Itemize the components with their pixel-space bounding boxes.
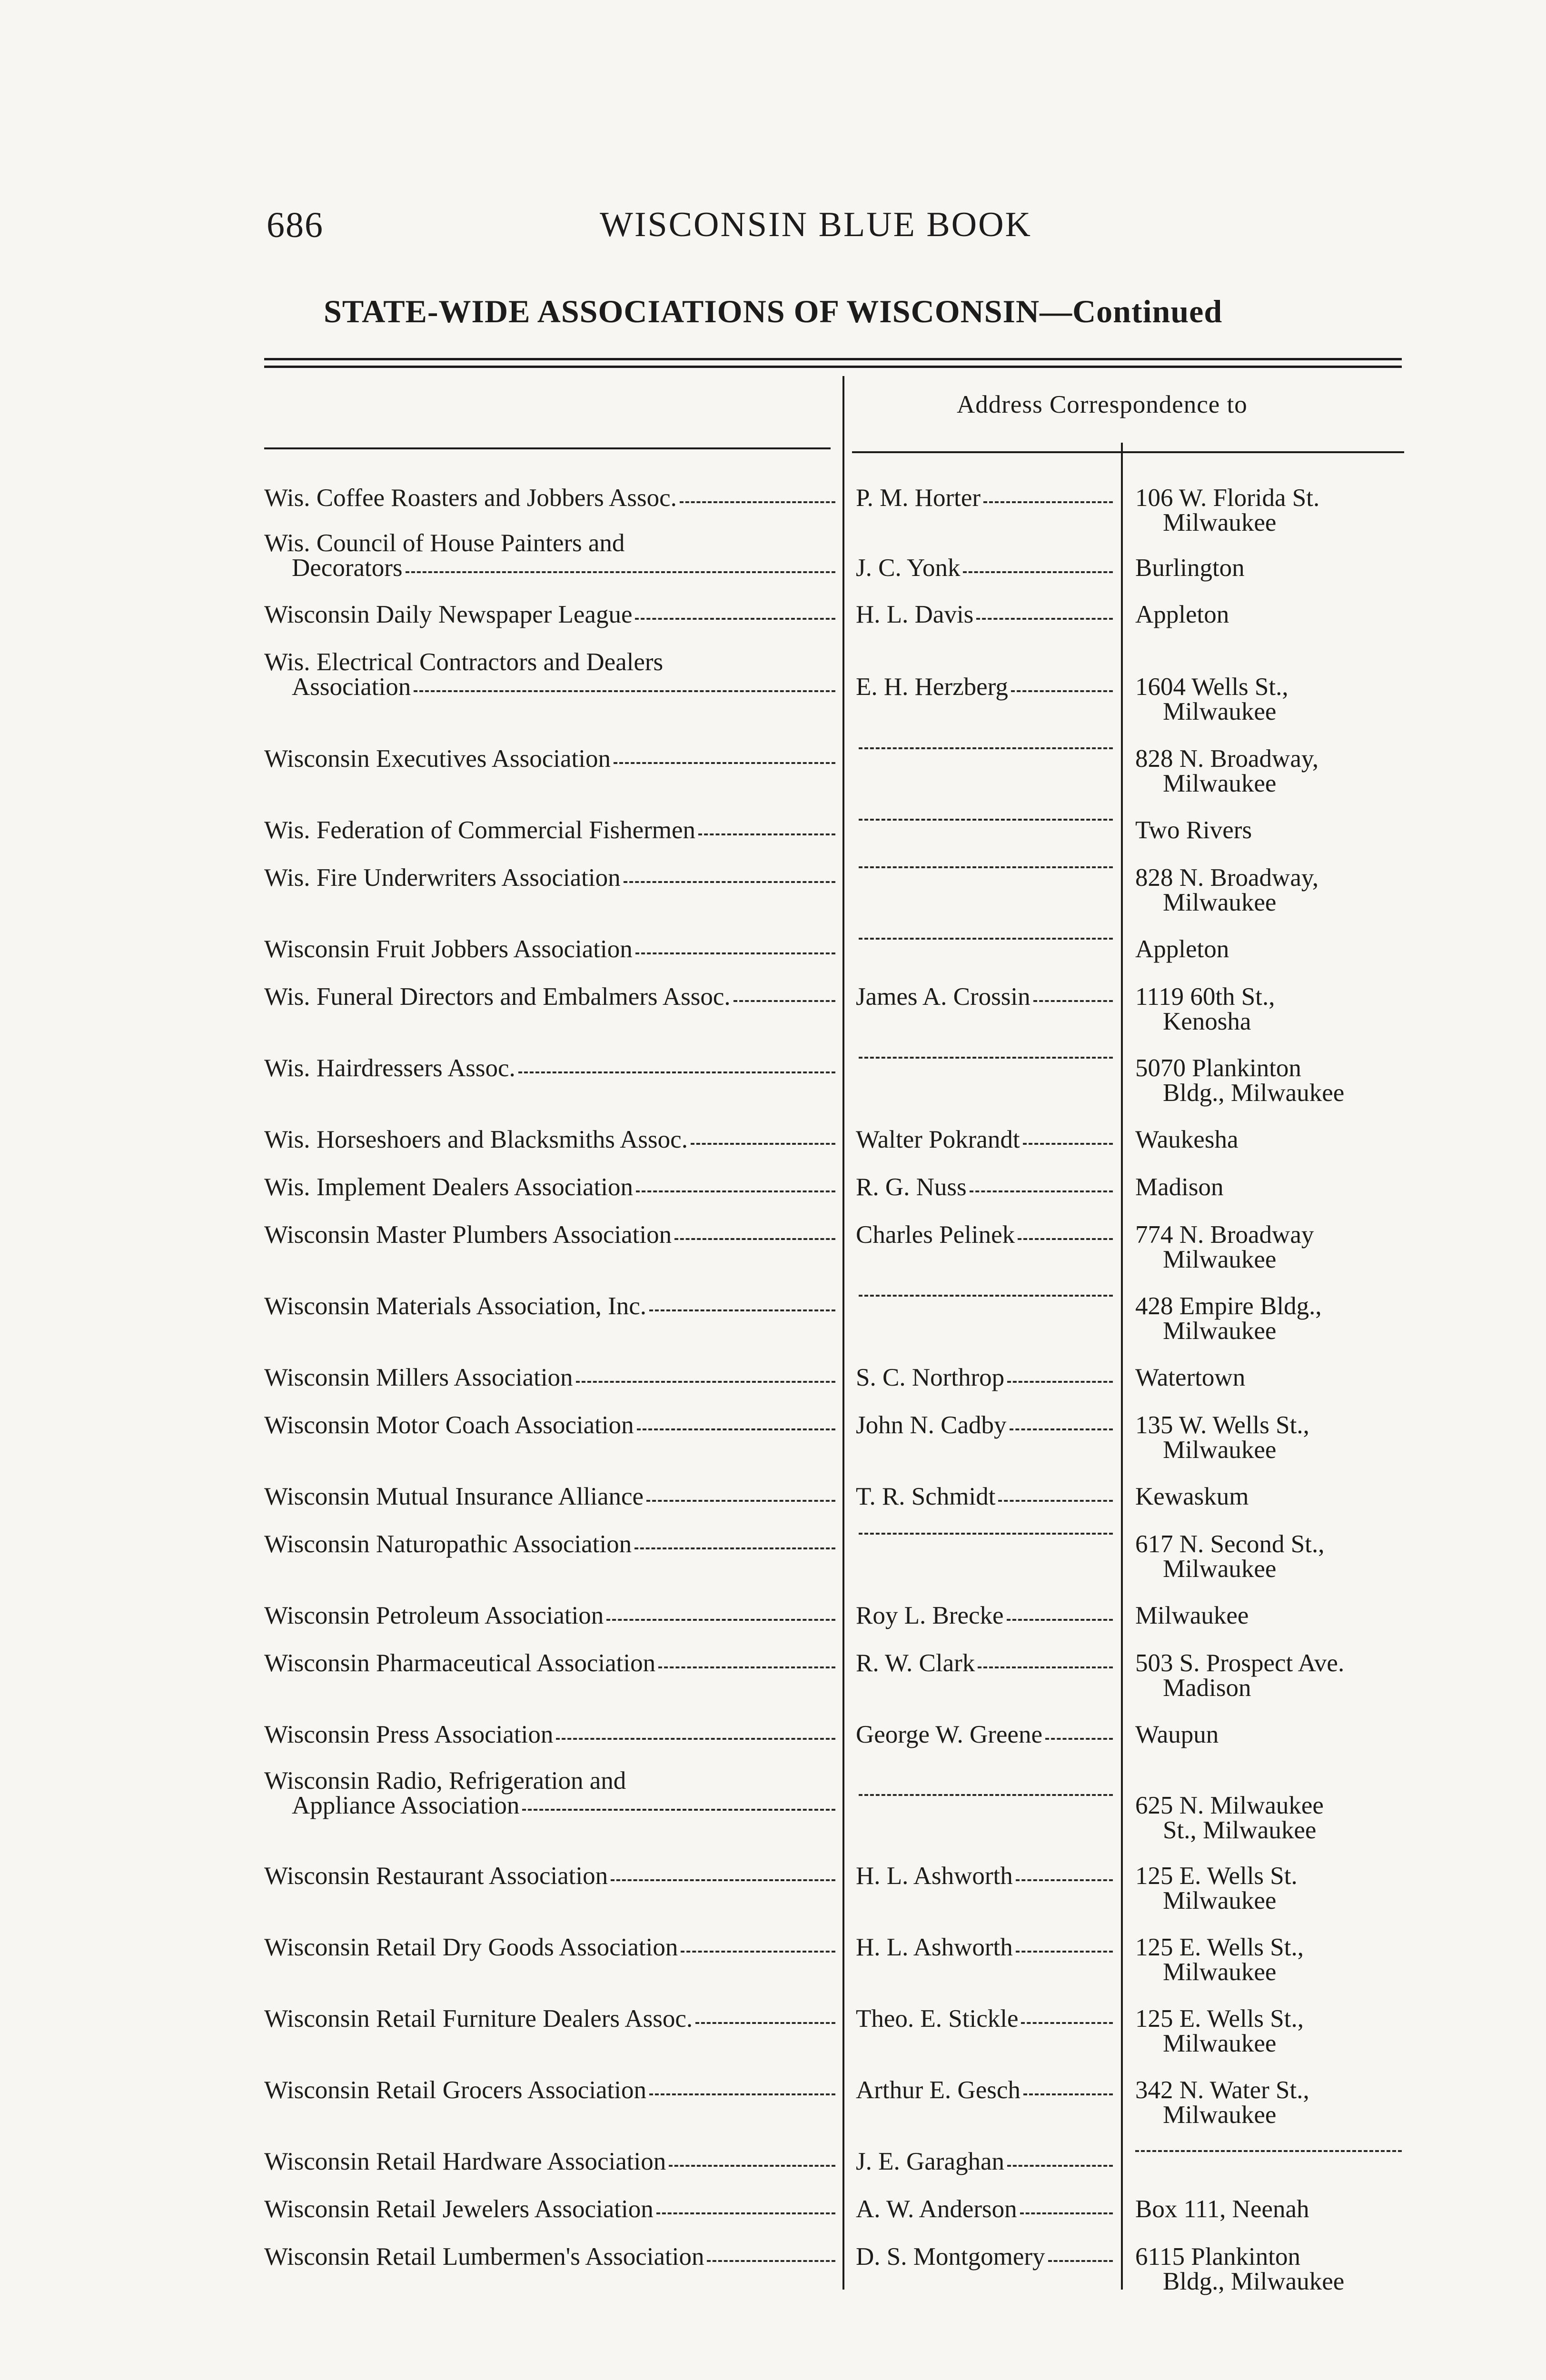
address xyxy=(1135,1413,1402,1462)
contact-person xyxy=(856,1864,1113,1888)
association-name xyxy=(264,2197,835,2221)
leader-dots xyxy=(998,1496,1113,1502)
address-line: Appleton xyxy=(1135,935,1229,963)
address-line: 106 W. Florida St. xyxy=(1135,484,1320,512)
leader-dots xyxy=(680,497,835,503)
contact-person xyxy=(856,818,1113,823)
contact-person xyxy=(856,746,1113,752)
address xyxy=(1135,818,1402,843)
leader-dots xyxy=(669,2161,835,2167)
address xyxy=(1135,486,1402,535)
association-name xyxy=(264,2006,835,2031)
association-text: Wis. Hairdressers Assoc. xyxy=(264,1054,515,1082)
leader-dots xyxy=(658,1663,835,1668)
association-text: Wis. Council of House Painters and xyxy=(264,529,625,557)
address-line: Milwaukee xyxy=(1163,1436,1277,1464)
association-text: Wisconsin Motor Coach Association xyxy=(264,1411,634,1439)
association-name xyxy=(264,1413,835,1438)
column-header: Address Correspondence to xyxy=(957,391,1248,418)
leader-dots xyxy=(983,497,1113,503)
address xyxy=(1135,2078,1402,2127)
address-line: 828 N. Broadway, xyxy=(1135,745,1319,773)
address-line: Burlington xyxy=(1135,554,1245,582)
address-line: Waukesha xyxy=(1135,1126,1239,1153)
address-line: Appleton xyxy=(1135,601,1229,628)
leader-dots xyxy=(634,1544,835,1549)
leader-dots xyxy=(978,1663,1113,1668)
address-line: St., Milwaukee xyxy=(1163,1816,1317,1844)
association-text: Wisconsin Naturopathic Association xyxy=(264,1530,632,1558)
association-text: Wis. Fire Underwriters Association xyxy=(264,864,621,892)
leader-dots xyxy=(859,1053,1113,1059)
address-line: 1119 60th St., xyxy=(1135,983,1275,1011)
association-name xyxy=(264,602,835,627)
contact-person xyxy=(856,2006,1113,2031)
contact-person xyxy=(856,1365,1113,1390)
leader-dots xyxy=(1023,1139,1113,1145)
association-name xyxy=(264,531,835,580)
contact-text: Walter Pokrandt xyxy=(856,1126,1020,1153)
leader-dots xyxy=(636,1187,835,1192)
address-line: Madison xyxy=(1135,1173,1224,1201)
association-name xyxy=(264,1222,835,1247)
leader-dots xyxy=(624,877,835,883)
association-name xyxy=(264,984,835,1009)
leader-dots xyxy=(556,1734,835,1740)
contact-person xyxy=(856,486,1113,510)
address-line: Milwaukee xyxy=(1163,889,1277,916)
association-name xyxy=(264,1484,835,1509)
leader-dots xyxy=(646,1496,835,1502)
address xyxy=(1135,746,1402,796)
association-name xyxy=(264,1127,835,1152)
contact-person xyxy=(856,1294,1113,1299)
address-line: 774 N. Broadway xyxy=(1135,1221,1314,1249)
contact-text: H. L. Davis xyxy=(856,601,974,628)
association-text: Wisconsin Restaurant Association xyxy=(264,1862,608,1890)
contact-text: George W. Greene xyxy=(856,1721,1042,1748)
address xyxy=(1135,1603,1402,1628)
address-line: 125 E. Wells St., xyxy=(1135,2005,1304,2033)
contact-text: Roy L. Brecke xyxy=(856,1602,1004,1629)
association-name xyxy=(264,1294,835,1319)
address-line: Milwaukee xyxy=(1163,1555,1277,1583)
leader-dots xyxy=(649,1306,835,1311)
association-name xyxy=(264,1768,835,1818)
leader-dots xyxy=(1011,686,1113,692)
leader-dots xyxy=(976,614,1113,620)
association-name xyxy=(264,1532,835,1557)
leader-dots xyxy=(1007,2161,1113,2167)
association-name xyxy=(264,1603,835,1628)
address xyxy=(1135,1175,1402,1200)
contact-text: P. M. Horter xyxy=(856,484,981,512)
address-line: Waupun xyxy=(1135,1721,1219,1748)
contact-person xyxy=(856,1722,1113,1747)
address-line: Milwaukee xyxy=(1163,1317,1277,1345)
address-line: Milwaukee xyxy=(1163,2030,1277,2057)
address-line: Box 111, Neenah xyxy=(1135,2195,1309,2223)
contact-person xyxy=(856,2149,1113,2174)
leader-dots xyxy=(733,996,835,1002)
contact-header-rule xyxy=(852,451,1404,453)
leader-dots xyxy=(1048,2256,1113,2262)
assoc-header-rule xyxy=(264,447,831,449)
association-name xyxy=(264,865,835,890)
address xyxy=(1135,2197,1402,2221)
association-text: Wis. Implement Dealers Association xyxy=(264,1173,634,1201)
address-line: Watertown xyxy=(1135,1364,1246,1391)
contact-text: John N. Cadby xyxy=(856,1411,1007,1439)
address xyxy=(1135,2244,1402,2294)
leader-dots xyxy=(1016,1875,1113,1881)
leader-dots xyxy=(859,815,1113,821)
association-name xyxy=(264,1651,835,1676)
association-text: Wisconsin Retail Grocers Association xyxy=(264,2076,647,2104)
leader-dots xyxy=(681,1947,835,1953)
association-text: Wis. Electrical Contractors and Dealers xyxy=(264,648,664,676)
leader-dots xyxy=(606,1615,835,1621)
contact-text: R. G. Nuss xyxy=(856,1173,967,1201)
leader-dots xyxy=(707,2256,835,2262)
contact-text: James A. Crossin xyxy=(856,983,1031,1011)
address xyxy=(1135,937,1402,962)
association-text: Wisconsin Radio, Refrigeration and xyxy=(264,1767,626,1795)
contact-person xyxy=(856,1935,1113,1960)
association-name xyxy=(264,650,835,699)
leader-dots xyxy=(970,1187,1113,1192)
address-line: 503 S. Prospect Ave. xyxy=(1135,1649,1345,1677)
leader-dots xyxy=(518,1068,835,1073)
contact-person xyxy=(856,1532,1113,1537)
leader-dots xyxy=(1135,2146,1402,2152)
contact-text: T. R. Schmidt xyxy=(856,1483,996,1510)
contact-person xyxy=(856,865,1113,871)
leader-dots xyxy=(1007,1615,1113,1621)
contact-text: S. C. Northrop xyxy=(856,1364,1005,1391)
leader-dots xyxy=(1016,1947,1113,1953)
address-line: 625 N. Milwaukee xyxy=(1135,1792,1324,1819)
contact-person xyxy=(856,1127,1113,1152)
contact-text: D. S. Montgomery xyxy=(856,2243,1045,2271)
leader-dots xyxy=(406,567,836,573)
leader-dots xyxy=(656,2209,835,2214)
association-text: Wisconsin Millers Association xyxy=(264,1364,573,1391)
leader-dots xyxy=(1021,2018,1113,2024)
association-name xyxy=(264,1935,835,1960)
leader-dots xyxy=(1007,1377,1113,1383)
address-line: 125 E. Wells St., xyxy=(1135,1934,1304,1961)
contact-person xyxy=(856,2078,1113,2102)
address xyxy=(1135,984,1402,1034)
address xyxy=(1135,1532,1402,1581)
address-line: 135 W. Wells St., xyxy=(1135,1411,1309,1439)
association-name xyxy=(264,1722,835,1747)
contact-person xyxy=(856,1793,1113,1799)
contact-text: A. W. Anderson xyxy=(856,2195,1017,2223)
contact-text: R. W. Clark xyxy=(856,1649,975,1677)
column-divider-2 xyxy=(1121,443,1123,2290)
contact-person xyxy=(856,937,1113,942)
association-text: Wisconsin Master Plumbers Association xyxy=(264,1221,672,1249)
leader-dots xyxy=(691,1139,835,1145)
contact-text: J. E. Garaghan xyxy=(856,2148,1004,2175)
address xyxy=(1135,1793,1402,1843)
association-name xyxy=(264,937,835,962)
contact-person xyxy=(856,2197,1113,2221)
address xyxy=(1135,2149,1402,2155)
address xyxy=(1135,555,1402,580)
association-text: Association xyxy=(292,673,411,701)
association-text: Wisconsin Retail Dry Goods Association xyxy=(264,1934,678,1961)
address-line: Milwaukee xyxy=(1163,1887,1277,1914)
contact-text: H. L. Ashworth xyxy=(856,1934,1013,1961)
address-line: Milwaukee xyxy=(1163,1958,1277,1986)
leader-dots xyxy=(637,1425,835,1430)
leader-dots xyxy=(414,686,835,692)
contact-person xyxy=(856,1175,1113,1200)
association-text: Appliance Association xyxy=(292,1792,520,1819)
leader-dots xyxy=(674,1234,835,1240)
contact-person xyxy=(856,1413,1113,1438)
address xyxy=(1135,1294,1402,1343)
association-text: Wisconsin Mutual Insurance Alliance xyxy=(264,1483,644,1510)
address-line: Kenosha xyxy=(1163,1008,1251,1035)
association-text: Wisconsin Pharmaceutical Association xyxy=(264,1649,656,1677)
association-text: Wis. Horseshoers and Blacksmiths Assoc. xyxy=(264,1126,688,1153)
association-text: Wisconsin Retail Furniture Dealers Assoc. xyxy=(264,2005,693,2033)
leader-dots xyxy=(859,934,1113,940)
address xyxy=(1135,1484,1402,1509)
leader-dots xyxy=(1018,1234,1113,1240)
address xyxy=(1135,1127,1402,1152)
association-text: Wisconsin Executives Association xyxy=(264,745,611,773)
leader-dots xyxy=(963,567,1113,573)
association-name xyxy=(264,1864,835,1888)
association-name xyxy=(264,1056,835,1081)
page-number: 686 xyxy=(267,205,324,245)
association-text: Wisconsin Retail Lumbermen's Association xyxy=(264,2243,704,2271)
address xyxy=(1135,674,1402,724)
leader-dots xyxy=(1045,1734,1113,1740)
contact-person xyxy=(856,1484,1113,1509)
top-rule-2 xyxy=(264,366,1402,368)
association-name xyxy=(264,486,835,510)
column-divider-1 xyxy=(842,376,844,2290)
leader-dots xyxy=(1023,2090,1113,2095)
association-text: Decorators xyxy=(292,554,403,582)
contact-person xyxy=(856,2244,1113,2269)
association-name xyxy=(264,818,835,843)
address-line: Bldg., Milwaukee xyxy=(1163,1079,1345,1107)
contact-person xyxy=(856,1603,1113,1628)
address-line: Milwaukee xyxy=(1163,2101,1277,2129)
address-line: 342 N. Water St., xyxy=(1135,2076,1309,2104)
contact-text: Arthur E. Gesch xyxy=(856,2076,1021,2104)
address-line: 5070 Plankinton xyxy=(1135,1054,1301,1082)
leader-dots xyxy=(522,1805,835,1811)
association-name xyxy=(264,1365,835,1390)
association-text: Wisconsin Fruit Jobbers Association xyxy=(264,935,633,963)
section-title: STATE-WIDE ASSOCIATIONS OF WISCONSIN—Continued xyxy=(324,293,1223,329)
address-line: Kewaskum xyxy=(1135,1483,1249,1510)
leader-dots xyxy=(859,1790,1113,1796)
association-name xyxy=(264,2078,835,2102)
address xyxy=(1135,1056,1402,1105)
address-line: 6115 Plankinton xyxy=(1135,2243,1300,2271)
address-line: Milwaukee xyxy=(1163,509,1277,536)
leader-dots xyxy=(859,863,1113,868)
leader-dots xyxy=(635,949,835,954)
leader-dots xyxy=(611,1875,835,1881)
contact-person xyxy=(856,1222,1113,1247)
association-text: Wisconsin Retail Hardware Association xyxy=(264,2148,666,2175)
contact-person xyxy=(856,602,1113,627)
contact-person xyxy=(856,674,1113,699)
association-name xyxy=(264,1175,835,1200)
contact-person xyxy=(856,1056,1113,1061)
leader-dots xyxy=(859,744,1113,749)
leader-dots xyxy=(576,1377,835,1383)
address-line: 1604 Wells St., xyxy=(1135,673,1288,701)
top-rule-1 xyxy=(264,358,1402,360)
association-name xyxy=(264,746,835,771)
address xyxy=(1135,1864,1402,1913)
leader-dots xyxy=(614,758,835,764)
address-line: Two Rivers xyxy=(1135,816,1252,844)
address xyxy=(1135,1222,1402,1272)
contact-text: Charles Pelinek xyxy=(856,1221,1015,1249)
address xyxy=(1135,865,1402,915)
address-line: Milwaukee xyxy=(1135,1602,1249,1629)
association-text: Wis. Federation of Commercial Fishermen xyxy=(264,816,696,844)
association-name xyxy=(264,2244,835,2269)
leader-dots xyxy=(698,830,835,835)
address-line: Milwaukee xyxy=(1163,770,1277,797)
address-line: 428 Empire Bldg., xyxy=(1135,1292,1322,1320)
contact-text: H. L. Ashworth xyxy=(856,1862,1013,1890)
contact-person xyxy=(856,555,1113,580)
association-name xyxy=(264,2149,835,2174)
address xyxy=(1135,1935,1402,1984)
contact-text: Theo. E. Stickle xyxy=(856,2005,1019,2033)
contact-text: J. C. Yonk xyxy=(856,554,961,582)
association-text: Wisconsin Petroleum Association xyxy=(264,1602,604,1629)
address-line: Bldg., Milwaukee xyxy=(1163,2268,1345,2295)
address-line: 125 E. Wells St. xyxy=(1135,1862,1298,1890)
contact-text: E. H. Herzberg xyxy=(856,673,1008,701)
leader-dots xyxy=(859,1291,1113,1297)
address-line: 828 N. Broadway, xyxy=(1135,864,1319,892)
running-head: WISCONSIN BLUE BOOK xyxy=(600,205,1032,244)
address-line: 617 N. Second St., xyxy=(1135,1530,1325,1558)
leader-dots xyxy=(695,2018,835,2024)
address xyxy=(1135,1365,1402,1390)
leader-dots xyxy=(1033,996,1113,1002)
address xyxy=(1135,602,1402,627)
leader-dots xyxy=(859,1529,1113,1535)
leader-dots xyxy=(1020,2209,1113,2214)
association-text: Wis. Coffee Roasters and Jobbers Assoc. xyxy=(264,484,677,512)
leader-dots xyxy=(635,614,835,620)
leader-dots xyxy=(649,2090,835,2095)
address-line: Milwaukee xyxy=(1163,1246,1277,1273)
association-text: Wisconsin Materials Association, Inc. xyxy=(264,1292,647,1320)
address-line: Madison xyxy=(1163,1674,1251,1702)
association-text: Wis. Funeral Directors and Embalmers Assoc. xyxy=(264,983,731,1011)
address xyxy=(1135,1722,1402,1747)
association-text: Wisconsin Retail Jewelers Association xyxy=(264,2195,654,2223)
address xyxy=(1135,1651,1402,1700)
association-text: Wisconsin Daily Newspaper League xyxy=(264,601,633,628)
leader-dots xyxy=(1010,1425,1113,1430)
contact-person xyxy=(856,984,1113,1009)
association-text: Wisconsin Press Association xyxy=(264,1721,554,1748)
address xyxy=(1135,2006,1402,2056)
address-line: Milwaukee xyxy=(1163,698,1277,725)
contact-person xyxy=(856,1651,1113,1676)
